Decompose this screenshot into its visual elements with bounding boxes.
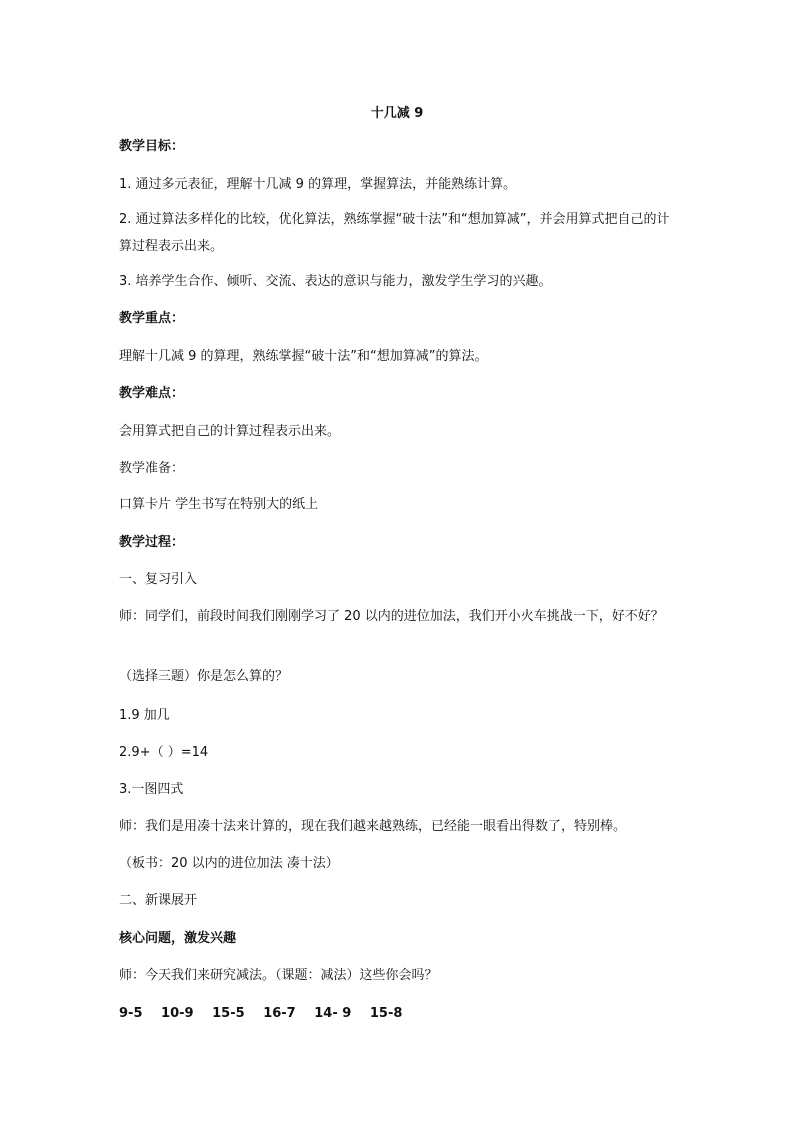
core-question: 核心问题，激发兴趣 xyxy=(119,931,237,946)
choose-line: （选择三题）你是怎么算的？ xyxy=(119,669,289,684)
goal-2: 2. 通过算法多样化的比较，优化算法，熟练掌握“破十法”和“想加算减”，并会用算式把自己的计算过程表示出来。 xyxy=(119,212,670,254)
teacher-line-3: 师：今天我们来研究减法。（课题：减法）这些你会吗？ xyxy=(119,968,438,983)
teacher-line-1: 师：同学们，前段时间我们刚刚学习了 20 以内的进位加法，我们开小火车挑战一下，好不好？ xyxy=(119,609,664,624)
goal-1: 1. 通过多元表征，理解十几减 9 的算理，掌握算法，并能熟练计算。 xyxy=(119,177,517,192)
review-item-1: 1.9 加几 xyxy=(119,708,170,723)
key-points-text: 理解十几减 9 的算理，熟练掌握“破十法”和“想加算减”的算法。 xyxy=(119,349,488,364)
exercise-item: 16-7 xyxy=(263,1006,296,1021)
page-title: 十几减 9 xyxy=(370,106,424,121)
exercise-item: 9-5 xyxy=(119,1006,143,1021)
key-points-heading: 教学重点： xyxy=(119,311,185,326)
goal-3: 3. 培养学生合作、倾听、交流、表达的意识与能力，激发学生学习的兴趣。 xyxy=(119,274,552,289)
exercise-list xyxy=(119,1006,402,1022)
preparation-heading: 教学准备： xyxy=(119,461,185,476)
difficulty-text: 会用算式把自己的计算过程表示出来。 xyxy=(119,424,341,439)
exercise-item: 15-5 xyxy=(212,1006,245,1021)
part-1-heading: 一、复习引入 xyxy=(119,572,198,587)
goals-heading: 教学目标： xyxy=(119,139,185,154)
part-2-heading: 二、新课展开 xyxy=(119,893,198,908)
exercise-item: 15-8 xyxy=(369,1006,403,1021)
review-item-3: 3.一图四式 xyxy=(119,782,184,797)
exercise-item: 14- 9 xyxy=(314,1006,352,1021)
exercise-item: 10-9 xyxy=(161,1006,194,1021)
process-heading: 教学过程： xyxy=(119,535,185,550)
review-item-2: 2.9+（ ）=14 xyxy=(119,745,209,760)
preparation-text: 口算卡片 学生书写在特别大的纸上 xyxy=(119,497,319,512)
difficulty-heading: 教学难点： xyxy=(119,386,185,401)
teacher-line-2: 师：我们是用凑十法来计算的，现在我们越来越熟练，已经能一眼看出得数了，特别棒。 xyxy=(119,819,627,834)
board-note: （板书：20 以内的进位加法 凑十法） xyxy=(119,856,339,871)
